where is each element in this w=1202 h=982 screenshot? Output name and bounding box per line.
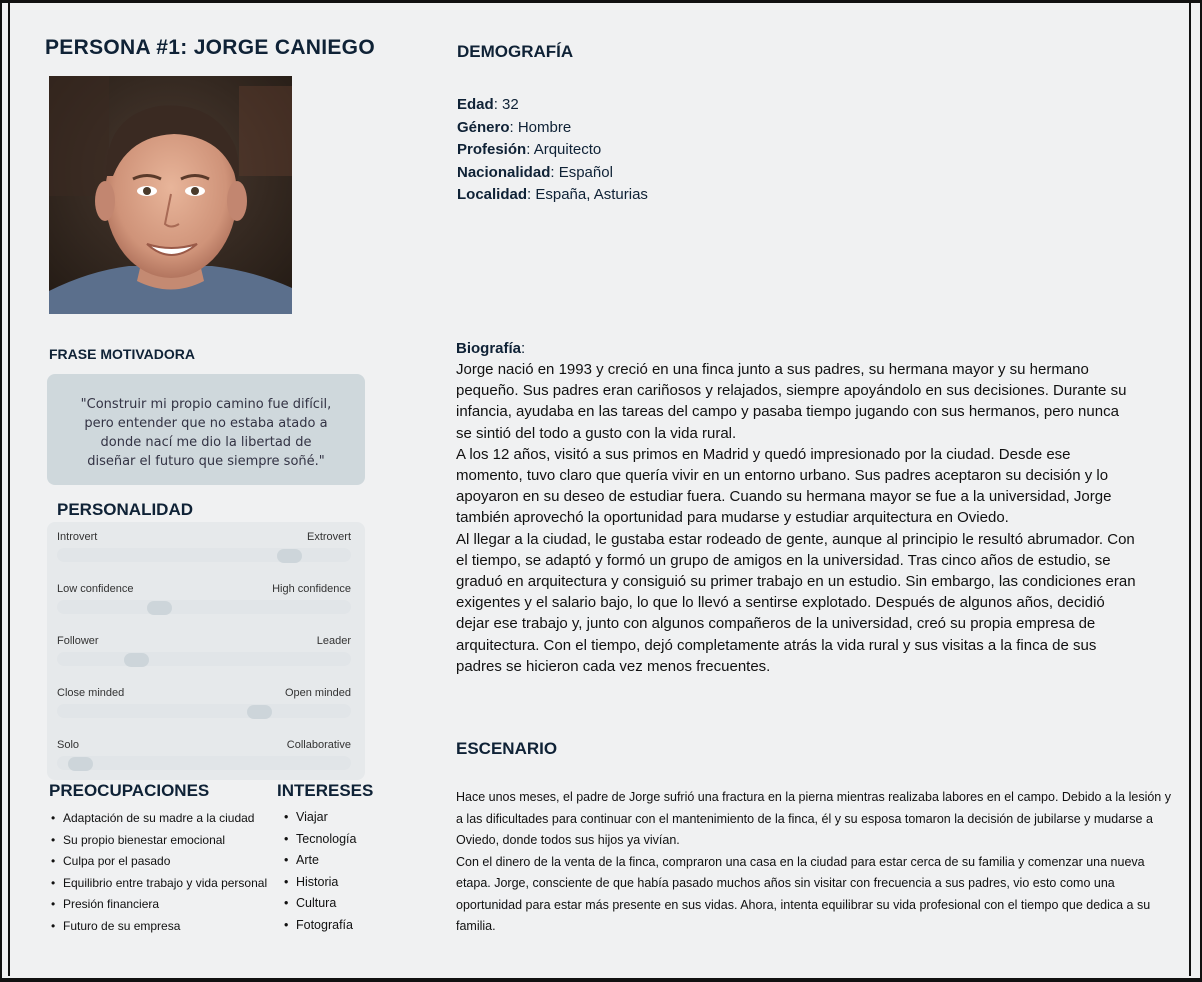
escenario-paragraph: Con el dinero de la venta de la finca, compraron una casa en la ciudad para estar cerca de su familia y comenzar una nueva etapa. Jorge, consciente de que había pasado muchos años sin visitar con frecuencia a sus padres, vio esto como una oportunidad para estar más presente en sus vidas. Ahora, intenta equilibrar su vida profesional con el tiempo que dedica a su familia.: [456, 854, 1151, 933]
escenario-paragraph: Hace unos meses, el padre de Jorge sufrió una fractura en la pierna mientras realizaba labores en el campo. Debido a la lesión y a las dificultades para continuar con el mantenimiento de la finca, él y su esposa tomaron la decisión de jubilarse y mudarse a Oviedo, donde todos sus hijos ya vivían.: [456, 790, 1171, 847]
slider-left-label: Low confidence: [57, 583, 134, 595]
demo-value: : 32: [493, 96, 519, 113]
slider-track: [57, 704, 351, 718]
slider-right-label: High confidence: [272, 583, 351, 595]
slider-follower-leader: [57, 626, 351, 666]
escenario-heading: ESCENARIO: [456, 739, 558, 758]
list-item: • Historia: [282, 872, 356, 894]
personalidad-heading: PERSONALIDAD: [57, 500, 194, 519]
demo-item-edad: [457, 94, 648, 117]
slider-minded: [57, 678, 351, 718]
biografia-heading: [456, 340, 525, 357]
intereses-heading: INTERESES: [277, 781, 374, 800]
slider-solo-collaborative: [57, 730, 351, 770]
list-item: • Viajar: [282, 807, 356, 829]
bio-paragraph: A los 12 años, visitó a sus primos en Madrid y quedó impresionado por la ciudad. Desde ese momento, tuvo claro que quería vivir en un entorno urbano. Sus padres aceptaron su decisión y lo apoyaron en su deseo de estudiar fuera. Cuando su hermana mayor se fue a la universidad, Jorge también aprovechó la oportunidad para mudarse y estudiar arquitectura en Oviedo.: [456, 445, 1112, 527]
slider-confidence: [57, 574, 351, 614]
slider-thumb[interactable]: [147, 601, 172, 615]
slider-left-label: Close minded: [57, 687, 125, 699]
demo-item-nacionalidad: [457, 162, 648, 185]
list-item: • Su propio bienestar emocional: [49, 830, 267, 852]
frase-quote: "Construir mi propio camino fue difícil, pero entender que no estaba atado a donde nací me dio la libertad de diseñar el futuro que siempre soñé.": [80, 397, 332, 469]
demo-label: Nacionalidad: [457, 163, 551, 181]
biografia-heading-text: Biografía: [456, 340, 522, 357]
list-item: • Cultura: [282, 893, 356, 915]
list-item: • Adaptación de su madre a la ciudad: [49, 808, 267, 830]
slider-thumb[interactable]: [277, 549, 302, 563]
demo-item-genero: [457, 117, 648, 140]
demo-label: Género: [457, 118, 510, 136]
slider-right-label: Collaborative: [286, 739, 351, 751]
demo-value: : Español: [550, 163, 613, 181]
demo-value: : Arquitecto: [526, 141, 602, 158]
frase-heading: FRASE MOTIVADORA: [49, 346, 195, 362]
demo-item-profesion: [457, 139, 648, 162]
demo-label: Localidad: [457, 186, 528, 203]
bio-paragraph: Al llegar a la ciudad, le gustaba estar rodeado de gente, aunque al principio le resultó abrumador. Con el tiempo, se adaptó y formó un grupo de amigos en la universidad. Tras cinco años de estudio, se graduó en arquitectura y consiguió su primer trabajo en un estudio. Sin embargo, las condiciones eran exigentes y el salario bajo, lo que lo llevó a sentirse explotado. Después de algunos años, decidió dejar ese trabajo y, junto con algunos compañeros de la universidad, creó su propia empresa de arquitectura. Con el tiempo, dejó completamente atrás la vida rural y sus visitas a la finca de sus padres se hicieron cada vez menos frecuentes.: [456, 530, 1136, 675]
frase-quote-box: [47, 374, 365, 485]
persona-photo: [49, 76, 292, 314]
slider-track: [57, 756, 351, 770]
demo-label: Edad: [457, 96, 494, 113]
list-item: • Arte: [282, 850, 356, 872]
slider-thumb[interactable]: [247, 705, 272, 719]
list-item: • Tecnología: [282, 829, 356, 851]
portrait-image: [49, 76, 292, 314]
slider-thumb[interactable]: [68, 757, 93, 771]
slider-right-label: Leader: [316, 635, 351, 647]
demo-value: : Hombre: [509, 118, 572, 136]
demo-value: : España, Asturias: [527, 186, 648, 203]
demografia-list: [457, 94, 648, 207]
list-item: • Culpa por el pasado: [49, 851, 267, 873]
biografia-text: [456, 359, 1136, 677]
slider-left-label: Solo: [57, 739, 80, 751]
personalidad-panel: [47, 522, 365, 780]
preocupaciones-list: [49, 808, 267, 937]
slider-track: [57, 652, 351, 666]
slider-right-label: Open minded: [284, 687, 351, 699]
intereses-list: [282, 807, 356, 936]
slider-thumb[interactable]: [124, 653, 149, 667]
list-item: • Fotografía: [282, 915, 356, 937]
biografia-heading-colon: :: [521, 340, 526, 357]
demografia-heading: DEMOGRAFÍA: [457, 42, 574, 61]
list-item: • Futuro de su empresa: [49, 916, 267, 938]
list-item: • Presión financiera: [49, 894, 267, 916]
escenario-text: [456, 787, 1172, 938]
list-item: • Equilibrio entre trabajo y vida personal: [49, 873, 267, 895]
slider-introvert-extrovert: [57, 522, 351, 562]
demo-item-localidad: [457, 184, 648, 207]
bio-paragraph: Jorge nació en 1993 y creció en una finca junto a sus padres, su hermana mayor y su hermano pequeño. Sus padres eran cariñosos y relajados, siempre apoyándolo en sus decisiones. Durante su infancia, ayudaba en las tareas del campo y pasaba tiempo jugando con sus hermanos, pero nunca se sintió del todo a gusto con la vida rural.: [456, 361, 1127, 442]
slider-left-label: Introvert: [57, 531, 98, 543]
slider-left-label: Follower: [57, 635, 99, 647]
slider-track: [57, 548, 351, 562]
slider-right-label: Extrovert: [306, 531, 351, 543]
slider-track: [57, 600, 351, 614]
demo-label: Profesión: [457, 141, 527, 158]
preocupaciones-heading: PREOCUPACIONES: [49, 781, 210, 800]
persona-title: PERSONA #1: JORGE CANIEGO: [45, 36, 375, 59]
